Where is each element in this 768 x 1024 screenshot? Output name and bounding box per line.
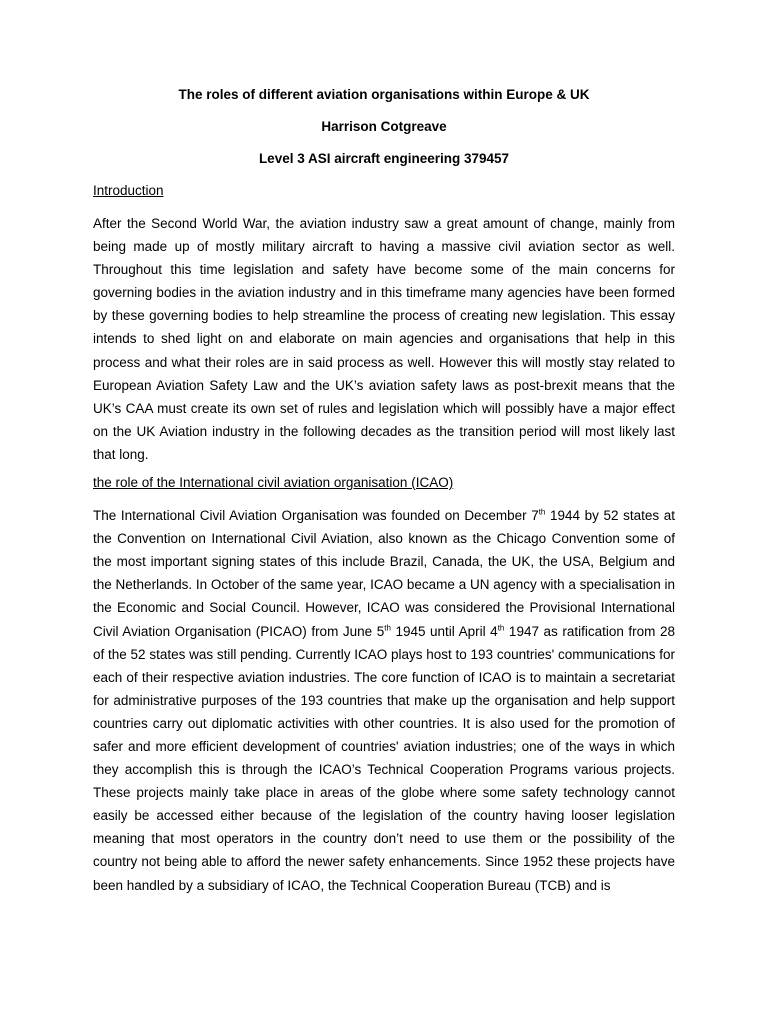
icao-text-part-4: 1947 as ratification from 28 of the 52 states was still pending. Currently ICAO plays host to 193 countries' communications for each of their respective aviation industries. The core function of ICAO is to maintain a secretariat for administrative purposes of the 193 countries that make up the organisation and help support countries carry out diplomatic activities with other countries. It is also used for the promotion of safer and more efficient development of countries' aviation industries; one of the ways in which they accomplish this is through the ICAO’s Technical Cooperation Programs various projects. These projects mainly take place in areas of the globe where some safety technology cannot easily be accessed either because of the legislation of the country having looser legislation meaning that most operators in the country don’t need to use them or the possibility of the country not being able to afford the newer safety enhancements. Since 1952 these projects have been handled by a subsidiary of ICAO, the Technical Cooperation Bureau (TCB) and is (93, 623, 675, 893)
icao-text-part-3: 1945 until April 4 (390, 623, 498, 639)
section-heading-icao: the role of the International civil aviation organisation (ICAO) (93, 475, 454, 491)
ordinal-suffix: th (384, 623, 391, 632)
ordinal-suffix: th (497, 623, 505, 632)
icao-text-part-2: 1944 by 52 states at the Convention on International Civil Aviation, also known as the Chicago Convention some of the most important signing states of this include Brazil, Canada, the UK, the USA, Belgium and the Netherlands. In October of the same year, ICAO became a UN agency with a specialisation in the Economic and Social Council. However, ICAO was considered the Provisional International Civil Aviation Organisation (PICAO) from June 5 (93, 508, 675, 639)
icao-text-part-1: The International Civil Aviation Organisation was founded on December 7 (93, 508, 539, 524)
ordinal-suffix: th (538, 507, 546, 517)
author-name: Harrison Cotgreave (321, 119, 447, 134)
course-line: Level 3 ASI aircraft engineering 379457 (258, 151, 510, 166)
document-page (93, 86, 675, 905)
introduction-paragraph: After the Second World War, the aviation industry saw a great amount of change, mainly from being made up of mostly military aircraft to having a massive civil aviation sector as well. Throughout this time legislation and safety have become some of the main concerns for governing bodies in the aviation industry and in this timeframe many agencies have been formed by these governing bodies to help streamline the process of creating new legislation. This essay intends to shed light on and elaborate on main agencies and organisations that help in this process and what their roles are in said process as well. However this will mostly stay related to European Aviation Safety Law and the UK’s aviation safety laws as post-brexit means that the UK’s CAA must create its own set of rules and legislation which will possibly have a major effect on the UK Aviation industry in the following decades as the transition period will most likely last that long. (93, 216, 675, 462)
icao-paragraph (93, 504, 675, 897)
section-heading-introduction: Introduction (93, 183, 164, 198)
document-title: The roles of different aviation organisations within Europe & UK (178, 87, 590, 102)
